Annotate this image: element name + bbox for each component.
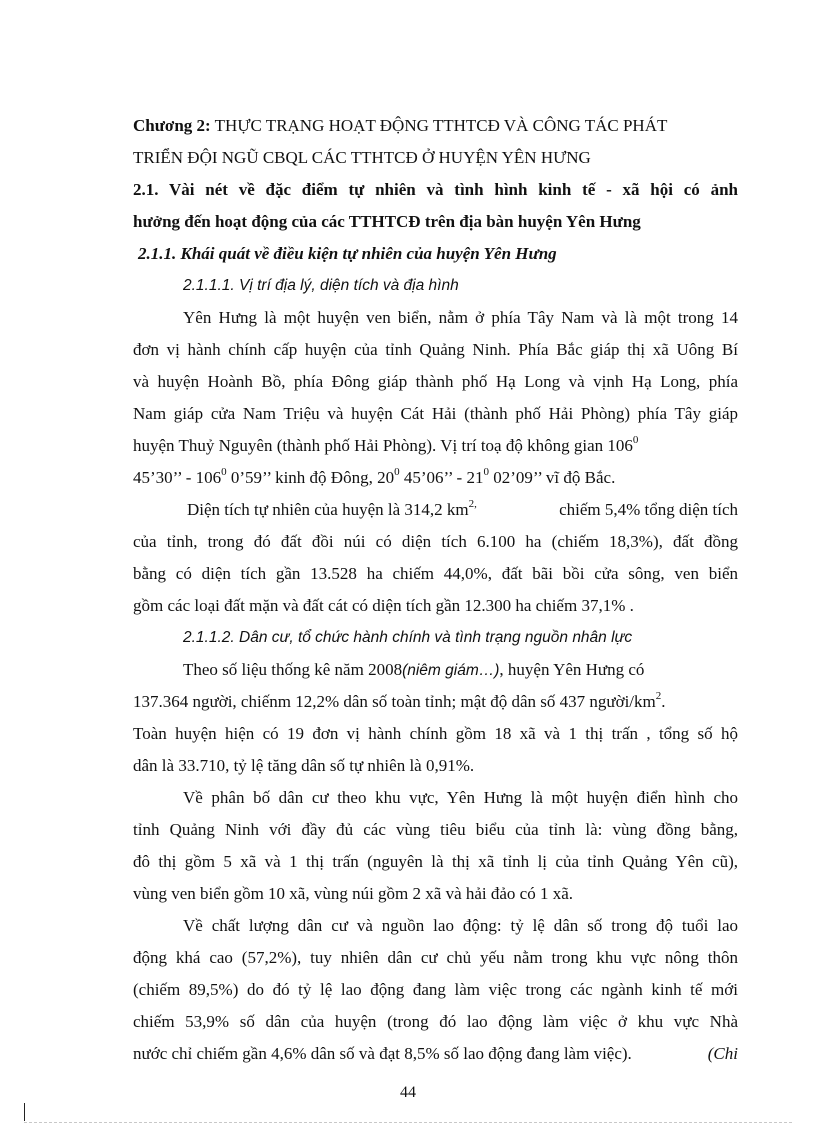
para4-line2: tỉnh Quảng Ninh với đầy đủ các vùng tiêu biểu của tỉnh là: vùng đồng bằng, bbox=[133, 820, 738, 839]
para5-line5-b: (Chi bbox=[707, 1044, 738, 1063]
para2-line3: bằng có diện tích gần 13.528 ha chiếm 44,0%, đất bãi bồi cửa sông, ven biển bbox=[133, 564, 738, 583]
para2-line4: gồm các loại đất mặn và đất cát có diện tích gần 12.300 ha chiếm 37,1% . bbox=[133, 596, 634, 615]
para1-line6 bbox=[133, 468, 615, 488]
coord-part-d: 02’09’’ vĩ độ Bắc. bbox=[488, 468, 616, 487]
para3-line2-a: 137.364 người, chiếnm 12,2% dân số toàn tỉnh; mật độ dân số 437 người/km bbox=[133, 692, 656, 711]
para5-line5 bbox=[133, 1044, 738, 1064]
para1-line1: Yên Hưng là một huyện ven biển, nằm ở phía Tây Nam và là một trong 14 bbox=[183, 308, 738, 327]
para2-line1-b: chiếm 5,4% tổng diện tích bbox=[554, 500, 738, 519]
para3-line2-b: . bbox=[661, 692, 666, 711]
section-2-1-heading-line1: 2.1. Vài nét về đặc điểm tự nhiên và tình hình kinh tế - xã hội có ảnh bbox=[133, 180, 738, 199]
para4-line4: vùng ven biển gồm 10 xã, vùng núi gồm 2 xã và hải đảo có 1 xã. bbox=[133, 884, 574, 903]
para1-line3: và huyện Hoành Bồ, phía Đông giáp thành phố Hạ Long và vịnh Hạ Long, phía bbox=[133, 372, 738, 391]
page-number: 44 bbox=[400, 1084, 416, 1101]
subsection-2-1-1-1-heading: 2.1.1.1. Vị trí địa lý, diện tích và địa hình bbox=[183, 277, 459, 294]
para1-line5 bbox=[133, 436, 738, 456]
chapter-title-line1: THỰC TRẠNG HOẠT ĐỘNG TTHTCĐ VÀ CÔNG TÁC PHÁT bbox=[214, 116, 668, 135]
margin-tick-mark bbox=[24, 1103, 25, 1121]
para4-line1: Về phân bố dân cư theo khu vực, Yên Hưng là một huyện điển hình cho bbox=[183, 788, 738, 807]
para3-line1-b: , huyện Yên Hưng có bbox=[499, 660, 645, 679]
para2-line1-a: Diện tích tự nhiên của huyện là 314,2 km bbox=[187, 500, 469, 519]
para5-line3: (chiếm 89,5%) do đó tỷ lệ lao động đang làm việc trong các ngành kinh tế mới bbox=[133, 980, 738, 999]
degree-sup: 0 bbox=[483, 466, 489, 479]
km2-sup: 2 bbox=[655, 690, 662, 703]
para2-line2: của tỉnh, trong đó đất đồi núi có diện tích 6.100 ha (chiếm 18,3%), đất đồng bbox=[133, 532, 738, 551]
para2-line1 bbox=[187, 500, 738, 520]
para3-line4: dân là 33.710, tỷ lệ tăng dân số tự nhiên là 0,91%. bbox=[133, 756, 475, 775]
para3-line1 bbox=[183, 660, 738, 681]
coord-part-b: 0’59’’ kinh độ Đông, 20 bbox=[226, 468, 395, 487]
para3-source-note: (niêm giám…) bbox=[402, 662, 500, 679]
para3-line1-a: Theo số liệu thống kê năm 2008 bbox=[183, 660, 403, 679]
para1-line5-text: huyện Thuỷ Nguyên (thành phố Hải Phòng). Vị trí toạ độ không gian 106 bbox=[133, 436, 633, 455]
para5-line1: Về chất lượng dân cư và nguồn lao động: tỷ lệ dân số trong độ tuổi lao bbox=[183, 916, 738, 935]
section-2-1-1-heading: 2.1.1. Khái quát về điều kiện tự nhiên của huyện Yên Hưng bbox=[138, 244, 557, 263]
chapter-title-line2: TRIỂN ĐỘI NGŨ CBQL CÁC TTHTCĐ Ở HUYỆN YÊN HƯNG bbox=[133, 148, 591, 167]
section-2-1-heading-line2: hưởng đến hoạt động của các TTHTCĐ trên địa bàn huyện Yên Hưng bbox=[133, 212, 641, 231]
degree-sup: 0 bbox=[221, 466, 227, 479]
para1-line2: đơn vị hành chính cấp huyện của tỉnh Quảng Ninh. Phía Bắc giáp thị xã Uông Bí bbox=[133, 340, 738, 359]
para4-line3: đô thị gồm 5 xã và 1 thị trấn (nguyên là thị xã tỉnh lị của tỉnh Quảng Yên cũ), bbox=[133, 852, 738, 871]
para3-line3: Toàn huyện hiện có 19 đơn vị hành chính gồm 18 xã và 1 thị trấn , tổng số hộ bbox=[133, 724, 738, 743]
coord-part-c: 45’06’’ - 21 bbox=[399, 468, 484, 487]
coord-part-a: 45’30’’ - 106 bbox=[133, 468, 222, 487]
para5-line2: động khá cao (57,2%), tuy nhiên dân cư chủ yếu nằm trong khu vực nông thôn bbox=[133, 948, 738, 967]
degree-sup: 0 bbox=[394, 466, 400, 479]
degree-sup: 0 bbox=[632, 434, 639, 447]
chapter-heading-line1 bbox=[133, 116, 667, 136]
para3-line2 bbox=[133, 692, 666, 712]
para5-line4: chiếm 53,9% số dân của huyện (trong đó lao động làm việc ở khu vực Nhà bbox=[133, 1012, 738, 1031]
subsection-2-1-1-2-heading: 2.1.1.2. Dân cư, tổ chức hành chính và tình trạng nguồn nhân lực bbox=[183, 629, 633, 646]
chapter-label: Chương 2: bbox=[133, 116, 211, 135]
km2-sup: 2, bbox=[468, 498, 477, 511]
para5-line5-a: nước chỉ chiếm gần 4,6% dân số và đạt 8,5% số lao động đang làm việc). bbox=[133, 1044, 632, 1063]
para1-line4: Nam giáp cửa Nam Triệu và huyện Cát Hải (thành phố Hải Phòng) phía Tây giáp bbox=[133, 404, 738, 423]
